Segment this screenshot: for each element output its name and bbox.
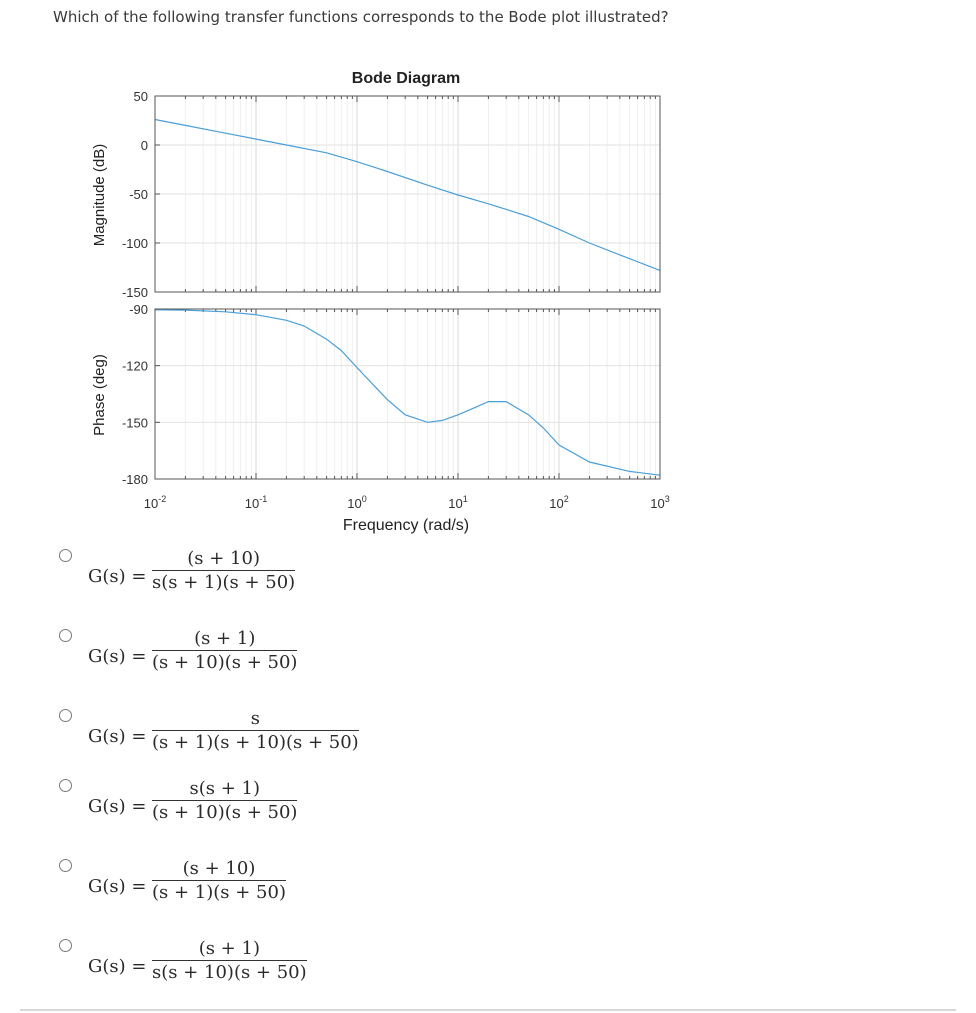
denominator: (s + 10)(s + 50) <box>152 802 298 823</box>
phase-ytick-label: -90 <box>129 302 148 317</box>
radio-button[interactable] <box>59 549 72 562</box>
magnitude-ytick-label: 0 <box>140 138 148 153</box>
fraction-bar <box>152 880 286 881</box>
denominator: (s + 10)(s + 50) <box>152 652 298 673</box>
magnitude-ytick-label: 50 <box>133 89 148 104</box>
radio-button[interactable] <box>59 859 72 872</box>
divider <box>20 1009 956 1011</box>
numerator: s(s + 1) <box>189 778 260 799</box>
frequency-tick-label: $10^{-2}$ <box>143 494 167 511</box>
phase-panel <box>122 302 660 487</box>
answer-option[interactable] <box>0 708 976 778</box>
phase-ytick-label: -120 <box>121 358 148 374</box>
transfer-function-fraction <box>152 778 297 824</box>
numerator: (s + 1) <box>198 938 260 959</box>
transfer-function-fraction <box>152 628 297 674</box>
magnitude-ytick-label: -100 <box>121 236 148 251</box>
frequency-axis-label: Frequency (rad/s) <box>342 517 470 534</box>
radio-button[interactable] <box>59 939 72 952</box>
magnitude-ytick-label: -50 <box>129 187 148 202</box>
answer-option[interactable] <box>0 778 976 848</box>
radio-button[interactable] <box>59 779 72 792</box>
frequency-tick-label: $10^2$ <box>549 494 569 511</box>
radio-button[interactable] <box>59 629 72 642</box>
transfer-function-lhs: G(s) = <box>88 726 147 747</box>
transfer-function-lhs: G(s) = <box>88 956 147 977</box>
numerator: (s + 10) <box>182 858 256 879</box>
phase-ytick-label: -150 <box>121 415 148 431</box>
question-text: Which of the following transfer functions corresponds to the Bode plot illustrated? <box>53 8 669 26</box>
fraction-bar <box>152 650 297 651</box>
radio-button[interactable] <box>59 709 72 722</box>
transfer-function-lhs: G(s) = <box>88 646 147 667</box>
transfer-function-fraction <box>152 548 295 594</box>
answer-option[interactable] <box>0 938 976 1008</box>
transfer-function-lhs: G(s) = <box>88 876 147 897</box>
numerator: (s + 10) <box>187 548 260 569</box>
frequency-tick-label: $10^0$ <box>347 494 367 511</box>
frequency-tick-label: $10^{-1}$ <box>244 494 268 511</box>
answer-option[interactable] <box>0 858 976 928</box>
answer-option[interactable] <box>0 548 976 618</box>
frequency-tick-label: $10^1$ <box>448 494 468 511</box>
numerator: s <box>250 708 260 729</box>
phase-plot-area <box>155 309 660 479</box>
denominator: (s + 1)(s + 10)(s + 50) <box>152 732 359 753</box>
transfer-function-fraction <box>152 938 307 984</box>
magnitude-panel <box>122 89 660 300</box>
transfer-function-lhs: G(s) = <box>88 566 147 587</box>
numerator: (s + 1) <box>194 628 256 649</box>
fraction-bar <box>152 800 297 801</box>
answer-option[interactable] <box>0 628 976 698</box>
phase-axis-label: Phase (deg) <box>91 354 108 436</box>
denominator: s(s + 1)(s + 50) <box>152 572 296 593</box>
frequency-ticks <box>144 494 670 511</box>
denominator: s(s + 10)(s + 50) <box>152 962 307 983</box>
fraction-bar <box>152 570 295 571</box>
frequency-tick-label: $10^3$ <box>650 494 670 511</box>
chart-title: Bode Diagram <box>351 70 461 87</box>
transfer-function-lhs: G(s) = <box>88 796 147 817</box>
fraction-bar <box>152 960 307 961</box>
phase-ytick-label: -180 <box>121 472 148 487</box>
magnitude-axis-label: Magnitude (dB) <box>91 143 108 247</box>
magnitude-ytick-label: -150 <box>121 285 148 300</box>
fraction-bar <box>152 730 359 731</box>
transfer-function-fraction <box>152 858 286 904</box>
denominator: (s + 1)(s + 50) <box>152 882 286 903</box>
transfer-function-fraction <box>152 708 359 754</box>
